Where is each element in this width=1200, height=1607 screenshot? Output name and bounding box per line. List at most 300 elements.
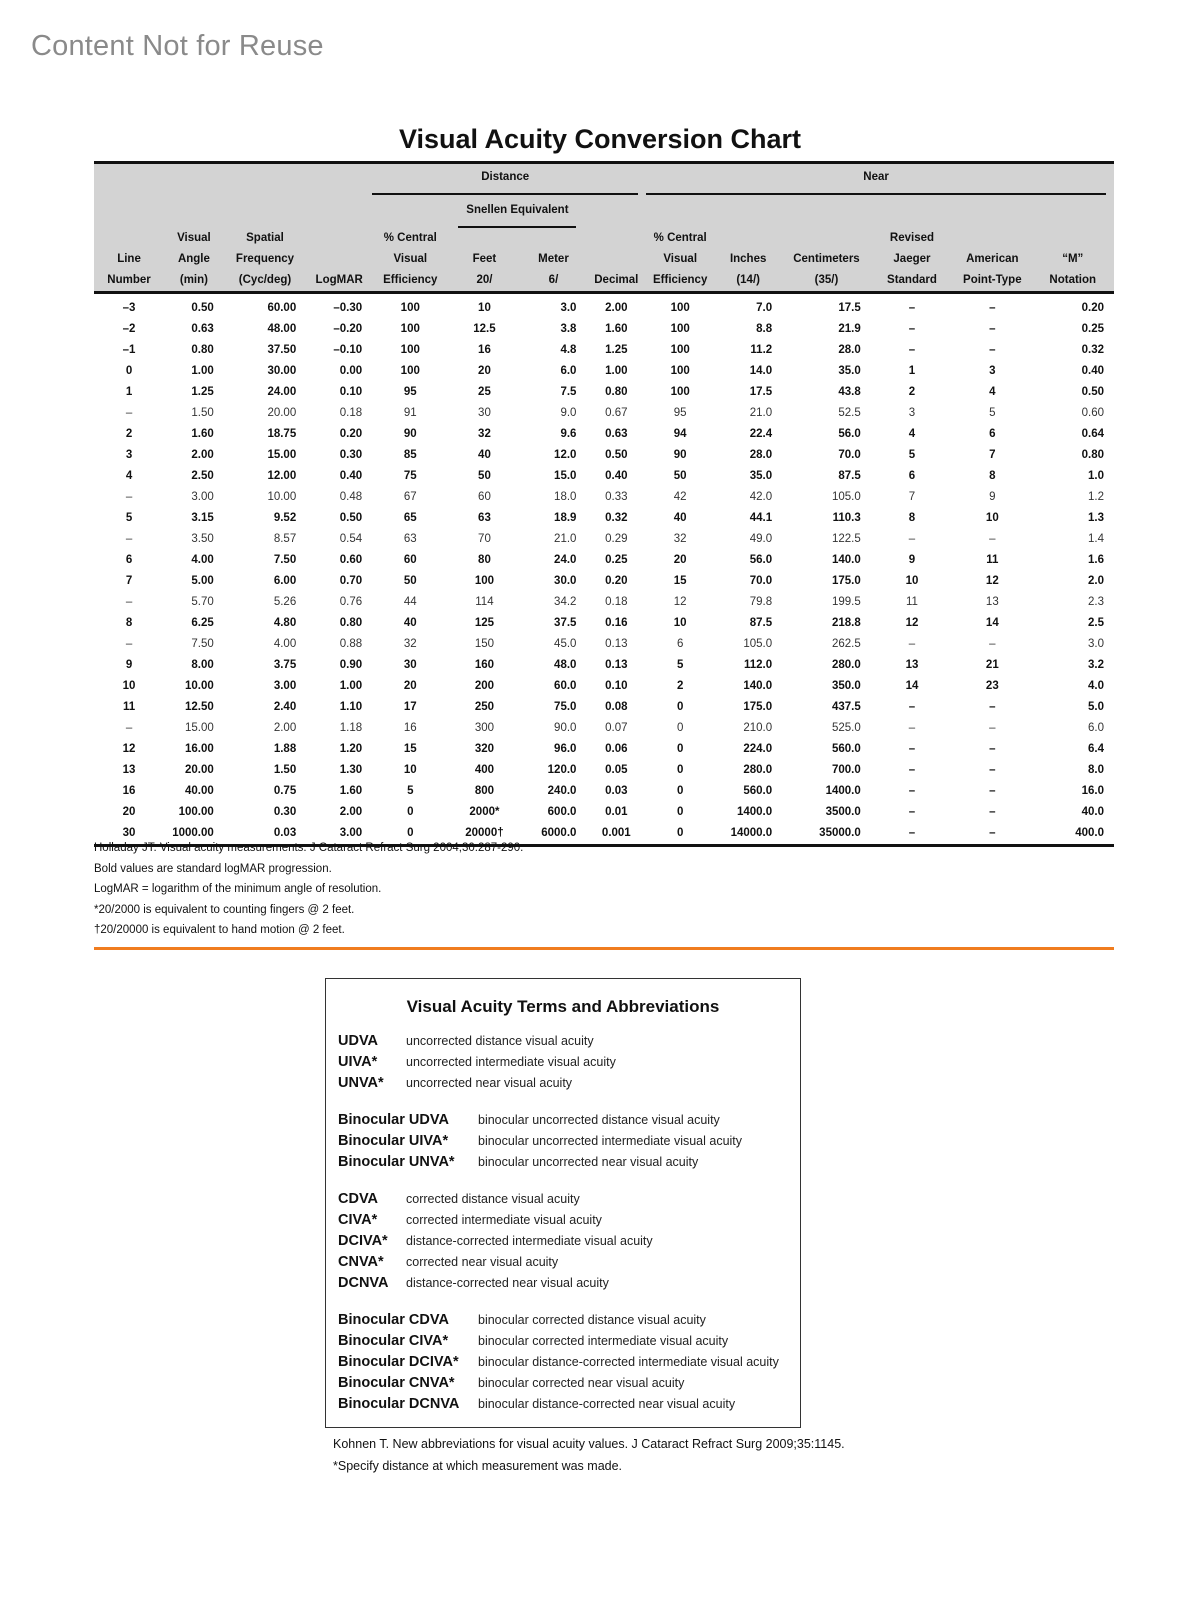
- table-cell: 8.0: [1088, 764, 1104, 776]
- table-cell: 32: [673, 533, 687, 545]
- table-cell: 20.00: [267, 407, 297, 419]
- table-cell: 0: [407, 806, 414, 818]
- table-cell: 2: [676, 680, 684, 692]
- table-cell: 4.8: [560, 344, 577, 356]
- term-abbreviation: CNVA*: [338, 1254, 384, 1270]
- terms-footnotes: [333, 1433, 845, 1477]
- table-cell: 1.30: [339, 764, 363, 776]
- table-cell: 2.3: [1088, 596, 1104, 608]
- table-cell: 5: [908, 449, 916, 461]
- table-cell: 15.0: [554, 470, 577, 482]
- table-cell: 52.5: [838, 407, 861, 419]
- term-definition: binocular corrected intermediate visual acuity: [478, 1334, 729, 1348]
- table-cell: 0.25: [605, 554, 628, 566]
- table-cell: 0.50: [605, 449, 628, 461]
- table-cell: –: [125, 596, 133, 608]
- table-cell: 1.50: [273, 764, 297, 776]
- table-row: [94, 403, 1114, 424]
- table-cell: 37.50: [267, 344, 297, 356]
- table-cell: 100.00: [178, 806, 214, 818]
- table-cell: 0.80: [339, 617, 363, 629]
- column-header: [521, 228, 587, 249]
- column-header: 6/: [521, 270, 587, 293]
- table-row: [94, 802, 1114, 823]
- table-cell: 3.2: [1088, 659, 1104, 671]
- table-cell: 140.0: [831, 554, 861, 566]
- table-cell: 1400.0: [825, 785, 861, 797]
- table-cell: 1.20: [339, 743, 363, 755]
- table-cell: –: [908, 323, 916, 335]
- table-cell: 0.20: [605, 575, 628, 587]
- table-cell: 1: [125, 386, 133, 398]
- table-cell: 262.5: [831, 638, 861, 650]
- table-cell: 1.00: [605, 365, 628, 377]
- table-cell: 10: [673, 617, 687, 629]
- table-cell: 70: [478, 533, 491, 545]
- term-abbreviation: Binocular CDVA: [338, 1312, 449, 1328]
- table-cell: 0: [646, 823, 714, 846]
- table-cell: 5.26: [273, 596, 297, 608]
- table-cell: 21.0: [554, 533, 577, 545]
- table-cell: 6.25: [191, 617, 214, 629]
- table-cell: 0.64: [1081, 428, 1104, 440]
- table-cell: 0.33: [605, 491, 628, 503]
- table-cell: 2.40: [273, 701, 297, 713]
- table-cell: 700.0: [831, 764, 861, 776]
- table-cell: 48.0: [554, 659, 577, 671]
- table-cell: 0.03: [224, 823, 306, 846]
- table-cell: 87.5: [838, 470, 861, 482]
- table-cell: 4: [989, 386, 996, 398]
- table-cell: 37.5: [554, 617, 577, 629]
- table-cell: 3.0: [560, 302, 577, 314]
- table-cell: 10.00: [267, 491, 297, 503]
- column-header: Inches: [729, 253, 767, 265]
- table-cell: 0: [676, 785, 684, 797]
- term-definition: uncorrected near visual acuity: [406, 1076, 573, 1090]
- table-cell: 44: [403, 596, 417, 608]
- table-cell: 15: [403, 743, 417, 755]
- column-header: Angle: [177, 253, 210, 265]
- table-cell: 23: [985, 680, 999, 692]
- table-cell: –: [908, 533, 916, 545]
- table-cell: 12: [985, 575, 999, 587]
- table-cell: 60.00: [267, 302, 297, 314]
- table-cell: 250: [474, 701, 495, 713]
- snellen-header: Snellen Equivalent: [448, 200, 586, 228]
- table-cell: 110.3: [832, 512, 861, 524]
- table-cell: 0.50: [1081, 386, 1104, 398]
- term-row: [338, 1312, 800, 1333]
- table-cell: 0.63: [605, 428, 628, 440]
- table-cell: 1.0: [1088, 470, 1104, 482]
- table-cell: 5: [989, 407, 996, 419]
- table-cell: 30.00: [267, 365, 297, 377]
- table-cell: 0.01: [605, 806, 628, 818]
- table-cell: 65: [403, 512, 417, 524]
- table-cell: 21.0: [749, 407, 773, 419]
- table-cell: 175.0: [831, 575, 861, 587]
- column-header: Visual: [177, 232, 211, 244]
- table-cell: 90: [403, 428, 417, 440]
- term-definition: distance-corrected near visual acuity: [406, 1276, 609, 1290]
- table-cell: 105.0: [831, 491, 861, 503]
- table-cell: 3.75: [273, 659, 297, 671]
- table-cell: 34.2: [554, 596, 577, 608]
- table-cell: 12.0: [554, 449, 577, 461]
- table-cell: 12: [122, 743, 136, 755]
- column-header: Frequency: [235, 253, 295, 265]
- term-row: [338, 1191, 800, 1212]
- term-abbreviation: DCIVA*: [338, 1233, 388, 1249]
- table-cell: 14.0: [749, 365, 773, 377]
- table-cell: 6.00: [273, 575, 297, 587]
- table-row: [94, 655, 1114, 676]
- column-header: % Central: [653, 232, 707, 244]
- table-cell: 3500.0: [825, 806, 861, 818]
- orange-divider: [94, 947, 1114, 950]
- table-cell: 12.00: [267, 470, 297, 482]
- table-cell: 35000.0: [782, 823, 871, 846]
- table-cell: 200: [474, 680, 495, 692]
- page-title: Visual Acuity Conversion Chart: [398, 124, 802, 154]
- table-cell: 1: [908, 365, 916, 377]
- table-cell: 3: [125, 449, 133, 461]
- table-cell: 48.00: [267, 323, 297, 335]
- table-cell: 28.0: [749, 449, 773, 461]
- term-definition: distance-corrected intermediate visual acuity: [406, 1234, 653, 1248]
- table-cell: 1.00: [339, 680, 363, 692]
- table-cell: 0.80: [191, 344, 214, 356]
- term-abbreviation: CIVA*: [338, 1212, 378, 1228]
- table-cell: 3: [908, 407, 916, 419]
- term-definition: corrected distance visual acuity: [406, 1192, 580, 1206]
- table-cell: 91: [403, 407, 417, 419]
- table-cell: –: [989, 785, 996, 797]
- table-cell: 20: [403, 680, 417, 692]
- table-cell: 0.20: [339, 428, 363, 440]
- table-cell: 15.00: [185, 722, 214, 734]
- table-cell: 10: [905, 575, 919, 587]
- column-header: Feet: [472, 253, 497, 265]
- term-definition: uncorrected distance visual acuity: [406, 1034, 594, 1048]
- table-cell: –: [989, 344, 996, 356]
- acuity-chart: [94, 161, 1114, 847]
- table-cell: 175.0: [743, 701, 773, 713]
- table-cell: 63: [478, 512, 491, 524]
- table-cell: 0.10: [605, 680, 628, 692]
- term-definition: binocular distance-corrected near visual acuity: [478, 1397, 736, 1411]
- table-cell: 150: [474, 638, 495, 650]
- table-cell: 35.0: [838, 365, 861, 377]
- table-cell: –1: [122, 344, 136, 356]
- table-cell: 4: [908, 428, 916, 440]
- table-cell: 18.9: [554, 512, 577, 524]
- table-cell: 600.0: [547, 806, 577, 818]
- table-cell: 0.40: [605, 470, 628, 482]
- table-cell: 125: [474, 617, 495, 629]
- column-header: Point-Type: [953, 270, 1031, 293]
- table-cell: 40.0: [1081, 806, 1104, 818]
- table-cell: 21.9: [838, 323, 861, 335]
- table-cell: 95: [673, 407, 687, 419]
- table-cell: –: [989, 722, 996, 734]
- table-cell: –: [871, 823, 953, 846]
- term-abbreviation: UDVA: [338, 1033, 379, 1049]
- term-row: [338, 1233, 800, 1254]
- table-cell: 560.0: [831, 743, 861, 755]
- table-cell: –: [989, 701, 996, 713]
- table-cell: 95: [403, 386, 417, 398]
- table-cell: 5: [407, 785, 414, 797]
- column-header: Efficiency: [646, 270, 714, 293]
- table-cell: 0.001: [586, 823, 646, 846]
- table-cell: 50: [403, 575, 417, 587]
- table-cell: 0: [676, 722, 684, 734]
- table-row: [94, 676, 1114, 697]
- table-cell: 6: [908, 470, 916, 482]
- table-row: [94, 718, 1114, 739]
- term-row: [338, 1033, 800, 1054]
- table-row: [94, 361, 1114, 382]
- table-cell: –0.30: [333, 302, 363, 314]
- table-cell: 4.00: [191, 554, 214, 566]
- table-cell: 60.0: [554, 680, 577, 692]
- table-cell: 0: [676, 701, 684, 713]
- table-cell: 85: [403, 449, 417, 461]
- table-cell: 100: [400, 344, 420, 356]
- table-cell: 3.00: [273, 680, 297, 692]
- table-cell: 4.00: [273, 638, 297, 650]
- table-cell: 218.8: [831, 617, 861, 629]
- table-cell: 25: [478, 386, 491, 398]
- table-cell: 12: [673, 596, 687, 608]
- table-cell: –: [989, 638, 996, 650]
- term-row: [338, 1396, 800, 1417]
- table-cell: 28.0: [838, 344, 861, 356]
- table-cell: 280.0: [743, 764, 773, 776]
- table-cell: 3.15: [191, 512, 214, 524]
- table-cell: 1.60: [605, 323, 628, 335]
- table-cell: 75.0: [554, 701, 577, 713]
- table-cell: 1.10: [339, 701, 363, 713]
- table-cell: 6: [989, 428, 996, 440]
- table-cell: 20: [122, 806, 136, 818]
- term-abbreviation: Binocular UNVA*: [338, 1154, 455, 1170]
- column-header: Spatial: [246, 232, 284, 244]
- table-cell: 3: [989, 365, 996, 377]
- table-cell: 800: [474, 785, 495, 797]
- table-cell: –0.10: [333, 344, 363, 356]
- table-cell: 16: [122, 785, 136, 797]
- table-cell: 400: [474, 764, 495, 776]
- table-cell: –: [989, 323, 996, 335]
- table-cell: 6.0: [1088, 722, 1104, 734]
- table-cell: 0.80: [605, 386, 628, 398]
- table-cell: 100: [400, 302, 420, 314]
- table-cell: –: [125, 491, 133, 503]
- table-cell: 7: [125, 575, 133, 587]
- table-cell: 70.0: [749, 575, 773, 587]
- column-header: [1031, 228, 1114, 249]
- table-cell: 45.0: [554, 638, 577, 650]
- table-cell: 5: [125, 512, 133, 524]
- table-cell: 11.2: [750, 344, 773, 356]
- table-cell: 30: [403, 659, 417, 671]
- table-cell: 1.2: [1088, 491, 1104, 503]
- table-cell: 22.4: [749, 428, 773, 440]
- column-header: “M”: [1062, 253, 1084, 265]
- table-cell: 7: [908, 491, 916, 503]
- table-cell: 63: [403, 533, 417, 545]
- table-cell: 0.07: [605, 722, 628, 734]
- table-cell: 0.10: [339, 386, 363, 398]
- column-header: American: [966, 253, 1019, 265]
- table-cell: 0.70: [339, 575, 363, 587]
- table-cell: 100: [670, 302, 690, 314]
- table-cell: 525.0: [831, 722, 861, 734]
- table-cell: –: [989, 533, 996, 545]
- table-cell: 2.00: [273, 722, 297, 734]
- term-row: [338, 1254, 800, 1275]
- table-cell: 87.5: [749, 617, 773, 629]
- term-definition: binocular uncorrected distance visual acuity: [478, 1113, 720, 1127]
- table-cell: 8: [125, 617, 133, 629]
- table-cell: 0.05: [605, 764, 628, 776]
- table-cell: 0.54: [339, 533, 363, 545]
- column-header: [953, 228, 1031, 249]
- table-cell: 100: [400, 365, 420, 377]
- table-cell: 0.16: [605, 617, 628, 629]
- table-cell: 17: [403, 701, 417, 713]
- term-abbreviation: DCNVA: [338, 1275, 389, 1291]
- table-cell: 3.50: [191, 533, 214, 545]
- term-abbreviation: Binocular CNVA*: [338, 1375, 455, 1391]
- table-cell: 0.13: [605, 659, 628, 671]
- table-cell: 50: [673, 470, 687, 482]
- table-cell: 40: [403, 617, 417, 629]
- table-cell: 14: [905, 680, 919, 692]
- table-cell: 90: [673, 449, 687, 461]
- table-cell: 560.0: [743, 785, 773, 797]
- term-definition: binocular uncorrected intermediate visual acuity: [478, 1134, 743, 1148]
- table-cell: 6: [676, 638, 684, 650]
- table-cell: –: [125, 638, 133, 650]
- table-cell: 1000.00: [164, 823, 224, 846]
- table-row: [94, 529, 1114, 550]
- table-cell: 100: [474, 575, 495, 587]
- term-group: [338, 1033, 800, 1096]
- table-cell: 4: [125, 470, 133, 482]
- column-header: (min): [164, 270, 224, 293]
- table-row: [94, 613, 1114, 634]
- table-cell: 6000.0: [521, 823, 587, 846]
- table-cell: 5.70: [191, 596, 214, 608]
- term-abbreviation: Binocular UDVA: [338, 1112, 449, 1128]
- table-cell: 1.00: [191, 365, 214, 377]
- column-header: (14/): [714, 270, 782, 293]
- table-cell: –2: [122, 323, 136, 335]
- table-cell: 0.40: [1081, 365, 1104, 377]
- table-row: [94, 445, 1114, 466]
- table-cell: 112.0: [744, 659, 773, 671]
- table-cell: –: [125, 722, 133, 734]
- table-cell: 15: [673, 575, 687, 587]
- table-cell: 16.00: [185, 743, 214, 755]
- table-cell: 0.76: [339, 596, 363, 608]
- table-cell: 0.00: [339, 365, 363, 377]
- table-cell: 80: [478, 554, 491, 566]
- table-cell: 0.60: [1081, 407, 1104, 419]
- column-header: (Cyc/deg): [224, 270, 306, 293]
- table-cell: 0.88: [339, 638, 363, 650]
- table-cell: 2.00: [605, 302, 628, 314]
- column-header: [782, 228, 871, 249]
- table-cell: –: [989, 764, 996, 776]
- table-cell: 10: [478, 302, 491, 314]
- column-header: (35/): [782, 270, 871, 293]
- table-cell: 0: [676, 764, 684, 776]
- term-row: [338, 1133, 800, 1154]
- table-cell: –: [125, 407, 133, 419]
- table-cell: 6.0: [560, 365, 577, 377]
- table-cell: 60: [403, 554, 417, 566]
- table-cell: 2.50: [191, 470, 214, 482]
- table-cell: 0.48: [339, 491, 363, 503]
- table-cell: 30: [94, 823, 164, 846]
- table-cell: 350.0: [831, 680, 861, 692]
- table-cell: –: [908, 722, 916, 734]
- column-header: LogMAR: [306, 270, 372, 293]
- table-cell: 100: [670, 323, 690, 335]
- table-cell: 0.50: [191, 302, 214, 314]
- table-cell: 11: [122, 701, 136, 713]
- table-cell: 199.5: [831, 596, 861, 608]
- term-group: [338, 1312, 800, 1417]
- term-row: [338, 1112, 800, 1133]
- table-cell: 32: [403, 638, 417, 650]
- table-row: [94, 634, 1114, 655]
- table-cell: 56.0: [838, 428, 861, 440]
- table-cell: 240.0: [547, 785, 577, 797]
- term-row: [338, 1075, 800, 1096]
- table-cell: 15.00: [267, 449, 297, 461]
- table-cell: 10: [985, 512, 999, 524]
- table-cell: 60: [478, 491, 491, 503]
- table-cell: 13: [985, 596, 999, 608]
- acuity-table: [94, 161, 1114, 847]
- table-cell: 3.00: [306, 823, 372, 846]
- table-cell: 20: [478, 365, 491, 377]
- table-cell: 2.00: [191, 449, 214, 461]
- table-cell: 0.80: [1081, 449, 1104, 461]
- table-cell: 8.8: [756, 323, 773, 335]
- table-cell: 2.5: [1088, 617, 1104, 629]
- table-cell: 2: [908, 386, 916, 398]
- table-cell: 0.40: [339, 470, 363, 482]
- table-cell: 8.00: [191, 659, 214, 671]
- table-cell: 50: [478, 470, 491, 482]
- table-cell: 12.5: [473, 323, 496, 335]
- table-cell: 5: [676, 659, 684, 671]
- column-header: [714, 228, 782, 249]
- table-cell: 1400.0: [736, 806, 773, 818]
- table-cell: 2: [125, 428, 133, 440]
- column-header: Number: [94, 270, 164, 293]
- terms-title: Visual Acuity Terms and Abbreviations: [406, 997, 720, 1016]
- term-group: [338, 1112, 800, 1175]
- terms-footnote: *Specify distance at which measurement was made.: [333, 1459, 623, 1473]
